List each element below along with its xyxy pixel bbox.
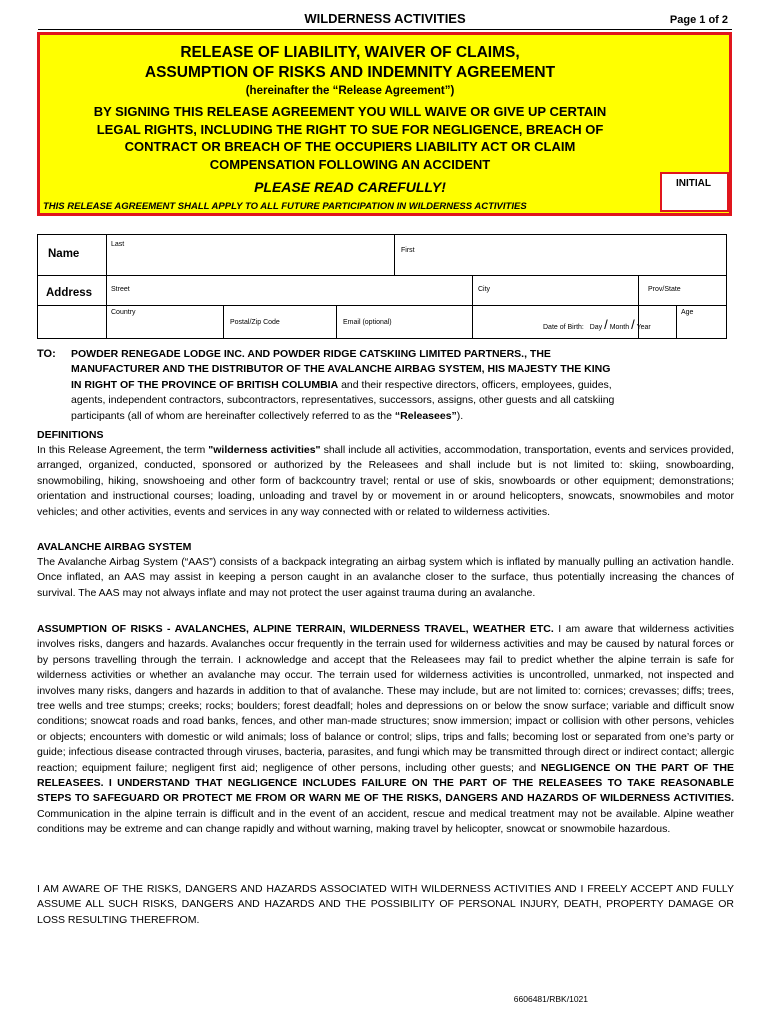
- last-name-field[interactable]: Last: [111, 241, 125, 248]
- releasees-line: MANUFACTURER AND THE DISTRIBUTOR OF THE AVALANCHE AIRBAG SYSTEM, HIS MAJESTY THE KING: [71, 363, 611, 376]
- dob-month: Month: [609, 324, 630, 331]
- first-name-field[interactable]: First: [401, 247, 415, 254]
- risks-heading: ASSUMPTION OF RISKS - AVALANCHES, ALPINE TERRAIN, WILDERNESS TRAVEL, WEATHER ETC.: [37, 623, 554, 635]
- form-row-divider: [38, 275, 726, 276]
- document-header-title: WILDERNESS ACTIVITIES: [304, 11, 466, 26]
- banner-title-line: ASSUMPTION OF RISKS AND INDEMNITY AGREEMENT: [144, 64, 556, 81]
- read-carefully-notice: PLEASE READ CAREFULLY!: [254, 179, 446, 195]
- definitions-term: "wilderness activities": [208, 444, 321, 456]
- document-code: 6606481/RBK/1021: [513, 994, 588, 1004]
- dob-day: Day: [589, 324, 603, 331]
- email-field[interactable]: Email (optional): [343, 319, 392, 326]
- form-col-divider: [106, 235, 107, 339]
- to-label: TO:: [37, 348, 56, 360]
- warning-line: LEGAL RIGHTS, INCLUDING THE RIGHT TO SUE FOR NEGLIGENCE, BREACH OF: [96, 121, 604, 137]
- risks-text: I am aware that wilderness activities involves risks, dangers and hazards. Avalanches occur frequently in the terrain used for wilderness activities and may be caused by natural forces or by persons travelling through the terrain. I acknowledge and accept that the Releasees may fail to predict whether the alpine terrain is safe for wilderness activities or whether an avalanche may occur. The terrain used for wilderness activities is uncontrolled, unmarked, not inspected and involves many risks, dangers and hazards in addition to that of avalanche. These may include, but are not limited to: cornices; crevasses; diffs; trees, tree wells and tree stumps; creeks; rocks; boulders; forest deadfall; holes and depressions on or below the snow surface; variable and difficult snow conditions; snowcat roads and road banks, fences, and other man-made structures; snow immersion; impact or collision with other persons, vehicles or objects; encounters with domestic or wild animals; loss of balance or control; slips, trips and falls; becoming lost or separated from one’s party or guide; infectious disease contracted through viruses, bacteria, parasites, and fungi which may be transmitted through direct or indirect contact; allergic reaction; equipment failure; negligent first aid; negligence of other persons, including other guests; and: [37, 623, 735, 774]
- dob-separator: /: [631, 317, 635, 332]
- header-rule: [38, 29, 732, 30]
- risks-negligence: NEGLIGENCE ON THE PART OF THE RELEASEES. I UNDERSTAND THAT NEGLIGENCE INCLUDES FAILURE ON THE PART OF THE RELEASEES TO TAKE REASONABLE STEPS TO SAFEGUARD OR PROTECT ME FROM OR WARN ME OF THE RISKS, DANGERS AND HAZARDS OF WILDERNESS ACTIVITIES.: [37, 761, 734, 805]
- participant-info-form: [37, 234, 727, 339]
- form-col-divider: [472, 275, 473, 339]
- address-label: Address: [46, 287, 93, 299]
- warning-line: CONTRACT OR BREACH OF THE OCCUPIERS LIABILITY ACT OR CLAIM: [124, 139, 576, 154]
- definitions-paragraph: [37, 443, 734, 520]
- releasees-line: agents, independent contractors, subcontractors, representatives, successors, assigns, other guests and all catskiing: [71, 394, 615, 407]
- banner-title: [40, 43, 660, 83]
- banner-warning: [40, 103, 660, 173]
- release-banner: [37, 32, 732, 216]
- form-col-divider: [676, 305, 677, 339]
- risks-text: Communication in the alpine terrain is difficult and in the event of an accident, rescue and medical treatment may not be available. Alpine weather conditions may be extreme and can change rapidly and without warning, making travel by helicopter, snowcat or snowmobile hazardous.: [37, 807, 734, 836]
- banner-subtitle: (hereinafter the “Release Agreement”): [245, 85, 455, 97]
- city-field[interactable]: City: [478, 286, 491, 293]
- releasees-line: POWDER RENEGADE LODGE INC. AND POWDER RIDGE CATSKIING LIMITED PARTNERS., THE: [71, 348, 551, 360]
- dob-separator: /: [604, 317, 608, 332]
- form-col-divider: [223, 305, 224, 339]
- dob-year: Year: [636, 324, 651, 331]
- applies-notice: THIS RELEASE AGREEMENT SHALL APPLY TO ALL FUTURE PARTICIPATION IN WILDERNESS ACTIVITIES: [43, 201, 527, 212]
- page-number: Page 1 of 2: [669, 14, 728, 26]
- definitions-text: shall include all activities, accommodation, transportation, events and services provided, arranged, organized, conducted, sponsored or authorized by the Releasees and shall include but is not limited to: skiing, snowboarding, snowmobiling, hiking, snowshoeing and other form of backcountry travel; rental or use of skis, snowboards or other equipment; demonstrations; orientation and instructional courses; loading, unloading and travel by or movement in or around helicopters, snowcats, snowmobiles and motor vehicles; and other activities, events and services in any way connected with or related to wilderness activities.: [37, 444, 734, 518]
- awareness-paragraph: I AM AWARE OF THE RISKS, DANGERS AND HAZARDS ASSOCIATED WITH WILDERNESS ACTIVITIES AND I FREELY ACCEPT AND FULLY ASSUME ALL SUCH RISKS, DANGERS AND HAZARDS AND THE POSSIBILITY OF PERSONAL INJURY, DEATH, PROPERTY DAMAGE OR LOSS RESULTING THEREFROM.: [37, 883, 734, 926]
- age-field[interactable]: Age: [681, 309, 694, 316]
- definitions-heading: DEFINITIONS: [37, 429, 104, 441]
- releasees-line: IN RIGHT OF THE PROVINCE OF BRITISH COLUMBIA: [71, 378, 339, 391]
- releasees-line: and their respective directors, officers, employees, guides,: [338, 378, 612, 391]
- releasees-term: “Releasees”: [394, 409, 457, 422]
- prov-state-field[interactable]: Prov/State: [648, 286, 681, 293]
- date-of-birth-field[interactable]: [543, 317, 651, 332]
- form-col-divider: [394, 235, 395, 275]
- initial-box[interactable]: [660, 172, 729, 212]
- releasees-line: ).: [456, 409, 464, 422]
- risks-paragraph: [37, 622, 734, 838]
- releasees-line: participants (all of whom are hereinafter collectively referred to as the: [71, 409, 395, 422]
- form-row-divider: [38, 305, 726, 306]
- dob-label: Date of Birth:: [543, 324, 584, 331]
- form-col-divider: [336, 305, 337, 339]
- airbag-heading: AVALANCHE AIRBAG SYSTEM: [37, 541, 192, 553]
- warning-line: BY SIGNING THIS RELEASE AGREEMENT YOU WILL WAIVE OR GIVE UP CERTAIN: [93, 104, 607, 119]
- definitions-text: In this Release Agreement, the term: [37, 444, 209, 456]
- postal-code-field[interactable]: Postal/Zip Code: [230, 319, 280, 326]
- releasees-paragraph: [71, 347, 727, 424]
- airbag-paragraph: The Avalanche Airbag System (“AAS”) consists of a backpack integrating an airbag system which is inflated by manually pulling an activation handle. Once inflated, an AAS may assist in keeping a person caught in an avalanche closer to the surface, thus potentially increasing the chances of survival. The AAS may not always inflate and may not protect the user against trauma during an avalanche.: [37, 556, 734, 599]
- street-field[interactable]: Street: [111, 286, 130, 293]
- initial-label: INITIAL: [676, 178, 711, 189]
- name-label: Name: [48, 248, 80, 260]
- warning-line: COMPENSATION FOLLOWING AN ACCIDENT: [209, 156, 491, 172]
- banner-title-line: RELEASE OF LIABILITY, WAIVER OF CLAIMS,: [180, 44, 520, 61]
- country-field[interactable]: Country: [111, 309, 136, 316]
